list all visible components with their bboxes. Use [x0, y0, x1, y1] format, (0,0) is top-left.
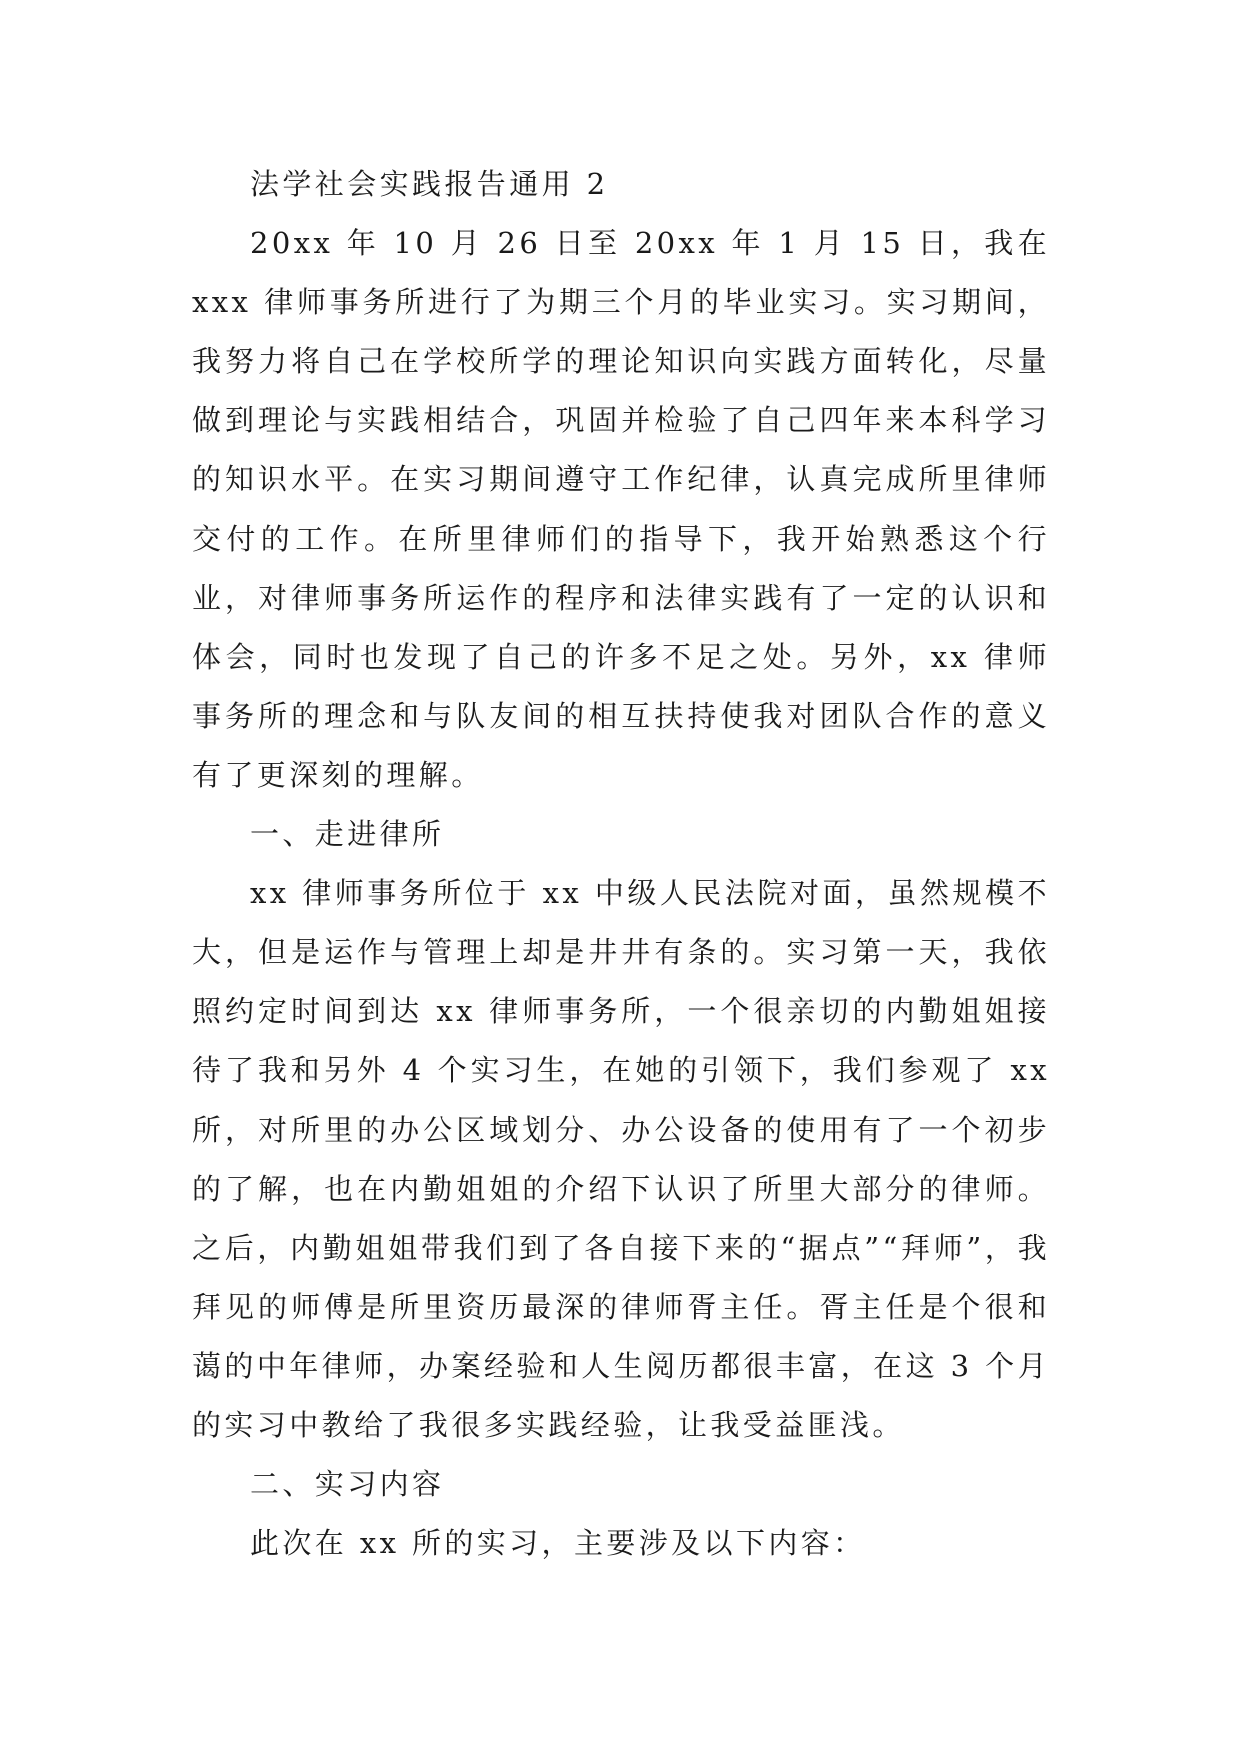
paragraph-section-1: xx 律师事务所位于 xx 中级人民法院对面，虽然规模不大，但是运作与管理上却是井井有条的。实习第一天，我依照约定时间到达 xx 律师事务所，一个很亲切的内勤姐姐接待了我和另外 4 个实习生，在她的引领下，我们参观了 xx 所，对所里的办公区域划分、办公设备的使用有了一个初步的了解，也在内勤姐姐的介绍下认识了所里大部分的律师。之后，内勤姐姐带我们到了各自接下来的“据点”“拜师”，我拜见的师傅是所里资历最深的律师胥主任。胥主任是个很和蔼的中年律师，办案经验和人生阅历都很丰富，在这 3 个月的实习中教给了我很多实践经验，让我受益匪浅。: [192, 876, 1050, 1442]
section-heading-2: 二、实习内容: [250, 1467, 445, 1502]
paragraph-section-2: 此次在 xx 所的实习，主要涉及以下内容：: [250, 1526, 866, 1561]
document-title: 法学社会实践报告通用 2: [250, 167, 609, 201]
document-body: [192, 155, 1050, 1573]
paragraph-intro: 20xx 年 10 月 26 日至 20xx 年 1 月 15 日，我在 xxx 律师事务所进行了为期三个月的毕业实习。实习期间，我努力将自己在学校所学的理论知识向实践方面转化，尽量做到理论与实践相结合，巩固并检验了自己四年来本科学习的知识水平。在实习期间遵守工作纪律，认真完成所里律师交付的工作。在所里律师们的指导下，我开始熟悉这个行业，对律师事务所运作的程序和法律实践有了一定的认识和体会，同时也发现了自己的许多不足之处。另外，xx 律师事务所的理念和与队友间的相互扶持使我对团队合作的意义有了更深刻的理解。: [192, 226, 1050, 792]
section-heading-1: 一、走进律所: [250, 817, 445, 852]
